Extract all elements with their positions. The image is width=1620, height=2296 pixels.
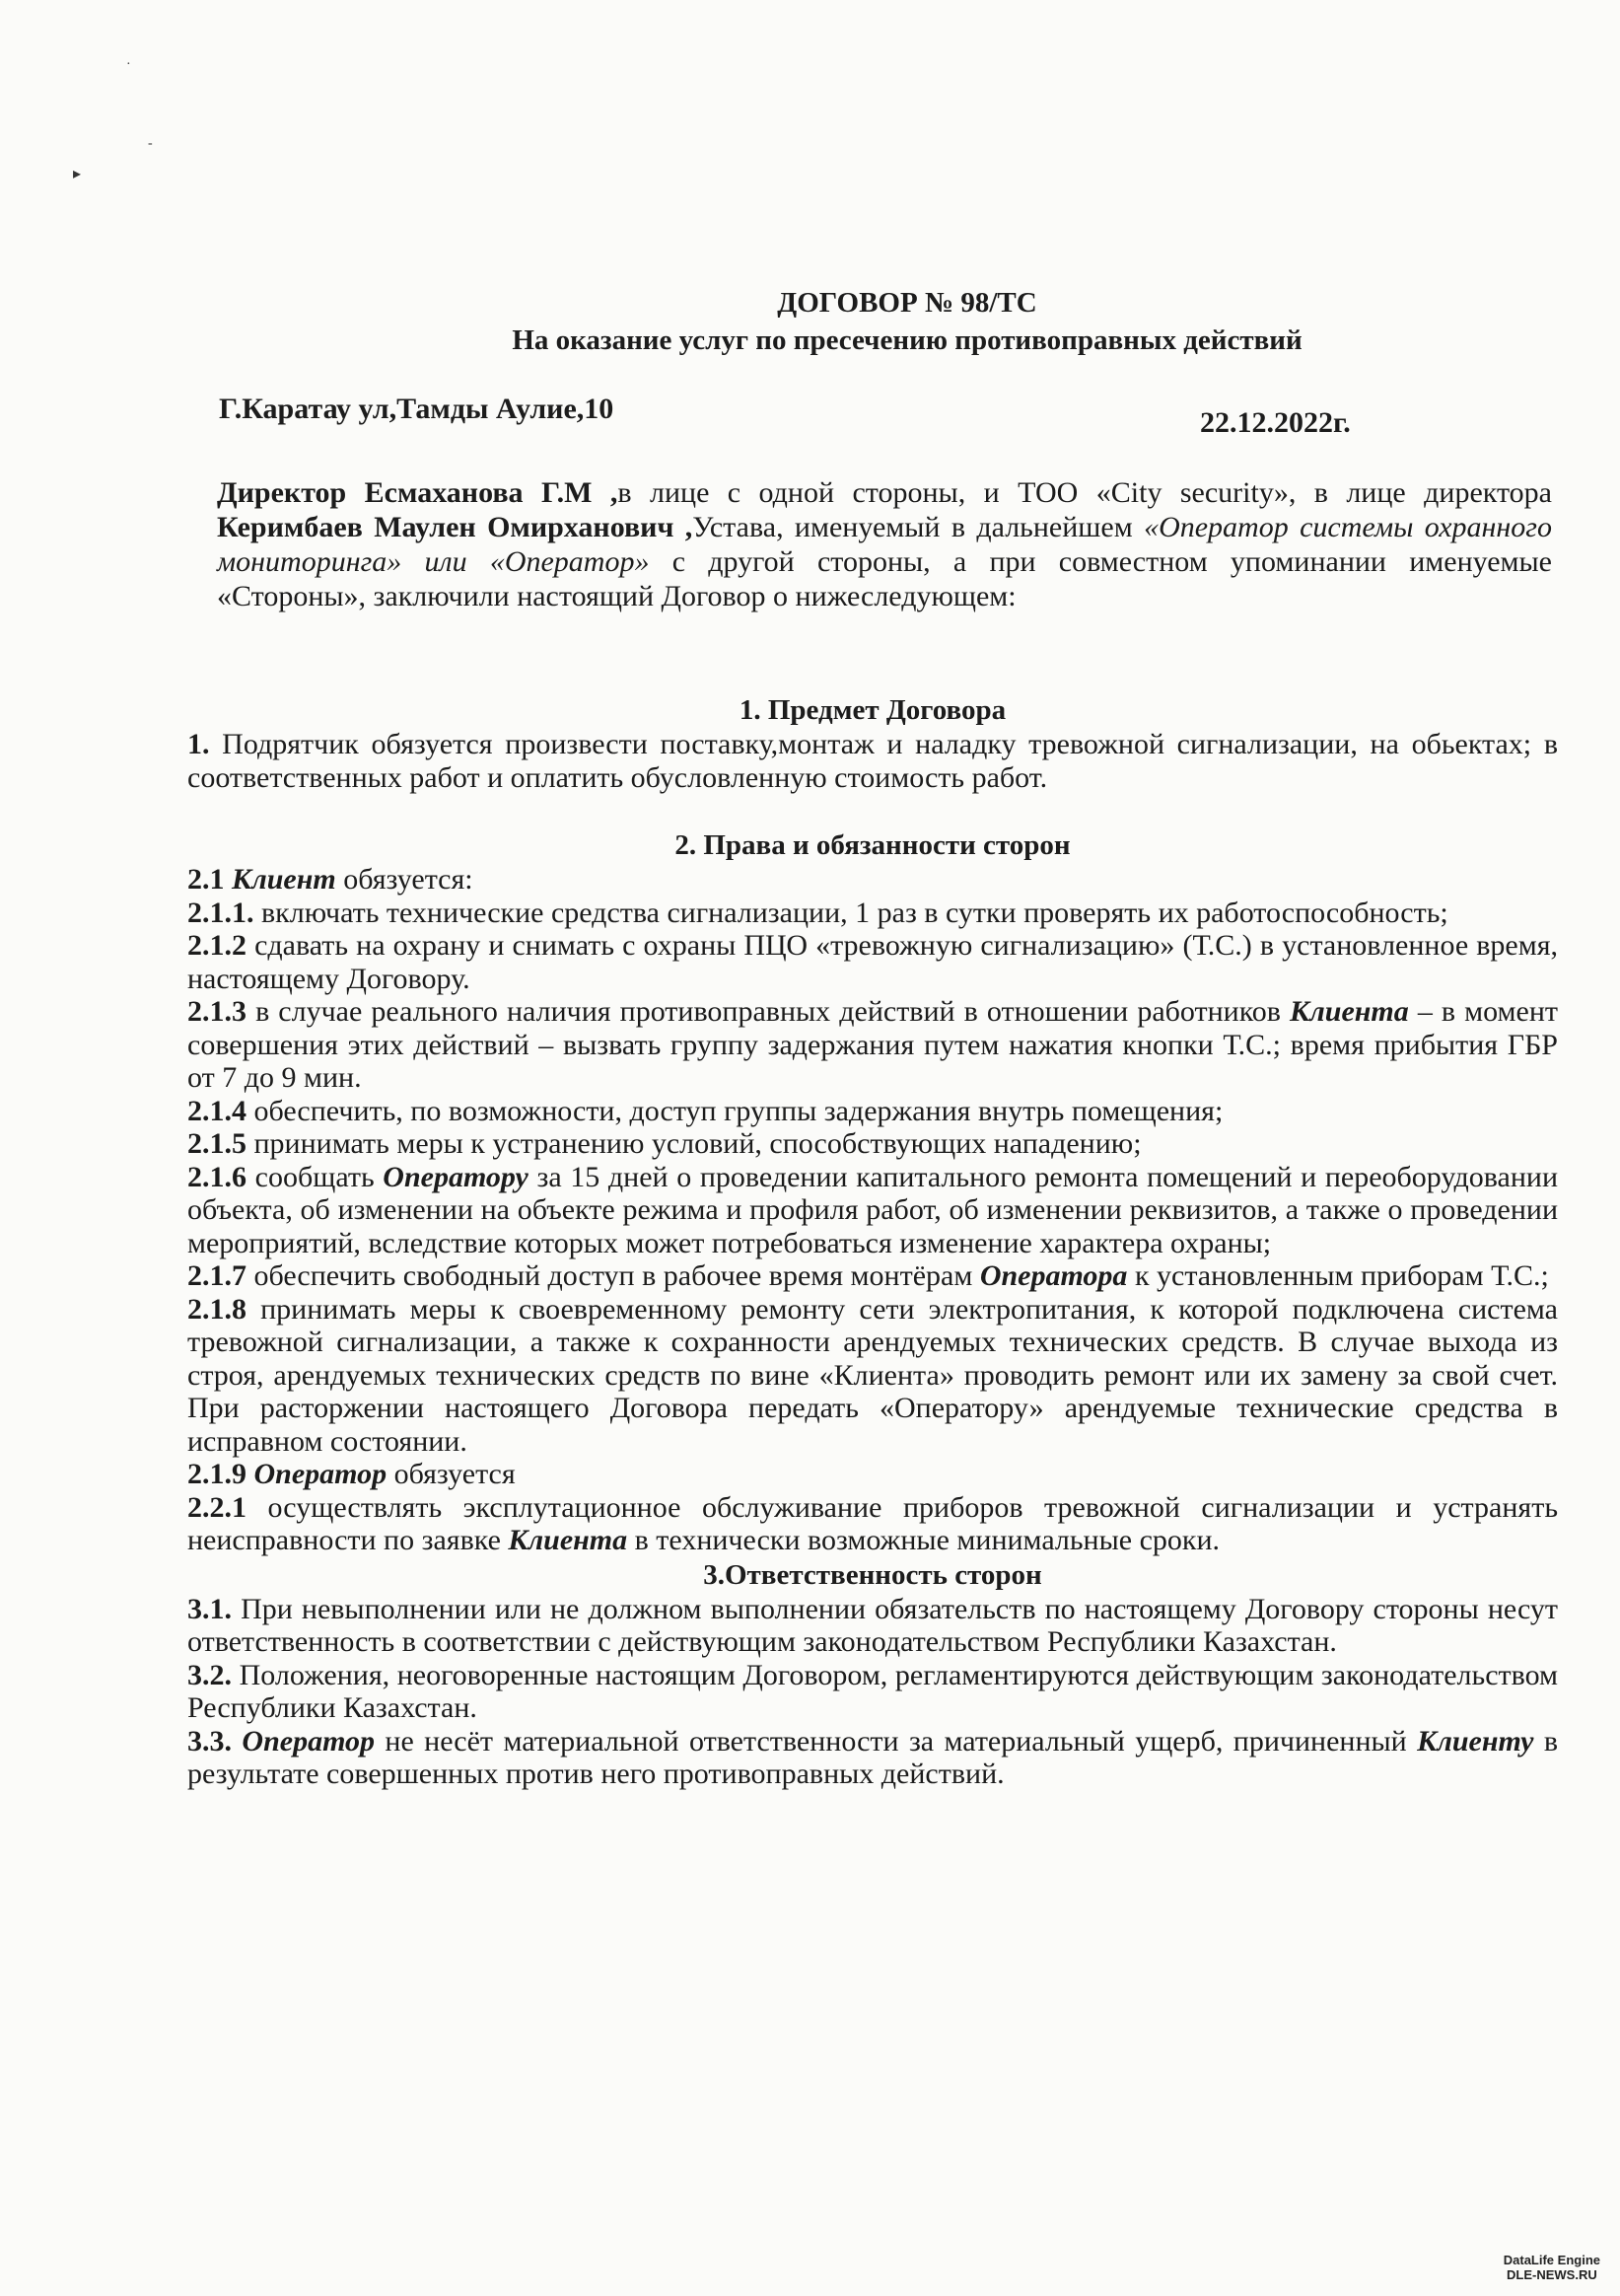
clause-number: 2.2.1 [187,1490,247,1524]
term-operator: Оператор [253,1458,387,1490]
clause-number: 1. [187,728,210,760]
contract-place: Г.Каратау ул,Тамды Аулие,10 [219,393,614,425]
clause-number: 3.3. [187,1724,232,1758]
doc-subtitle: На оказание услуг по пресечению противоправных действий [512,324,1303,356]
clause-1 [187,728,1558,794]
clause-2-1-3 [187,995,1558,1095]
director-name: Директор Есмаханова Г.М , [217,476,618,509]
scan-speck: · [126,57,131,72]
clause-number: 2.1.5 [187,1127,247,1160]
clause-2-1-4 [187,1095,1558,1128]
clause-2-1-9 [187,1458,1558,1491]
section-2-title: 2. Права и обязанности сторон [674,829,1071,861]
scan-speck: - [148,136,153,151]
clause-number: 2.1.1. [187,896,254,929]
term-operator: Оператору [383,1160,528,1193]
clause-2-1-7 [187,1259,1558,1293]
clause-text: Подрятчик обязуется произвести поставку,монтаж и наладку тревожной сигнализации, на обьектах; в соответственных работ и оплатить обусловленную стоимость работ. [187,728,1558,794]
preamble-text: Устава, именуемый в дальнейшем [692,511,1145,543]
clause-number: 3.2. [187,1658,232,1691]
clause-2-1-6 [187,1161,1558,1260]
contract-document [187,284,1558,1791]
preamble-text: с другой стороны, а при совместном упоминании именуемые «Стороны», заключили настоящий Договор о нижеследующем: [217,545,1552,612]
clause-number: 2.1.4 [187,1094,247,1127]
clause-text: в технически возможные минимальные сроки. [627,1524,1221,1556]
clause-text: обязуется [387,1458,516,1490]
section-3-title: 3.Ответственность сторон [703,1558,1042,1591]
place-date-row [187,393,1558,450]
term-client: Клиента [1290,995,1409,1028]
clause-2-2-1 [187,1491,1558,1557]
clause-text: обеспечить свободный доступ в рабочее время монтёрам [247,1259,980,1292]
contract-date: 22.12.2022г. [1200,406,1351,439]
preamble [187,475,1558,613]
clause-3-3 [187,1725,1558,1791]
clause-3-2 [187,1659,1558,1725]
section-1-title: 1. Предмет Договора [739,694,1007,726]
clause-3-1 [187,1593,1558,1659]
term-client: Клиент [232,863,336,896]
clause-2-1-8 [187,1293,1558,1459]
watermark-line: DLE-NEWS.RU [1507,2267,1597,2282]
clause-text: При невыполнении или не должном выполнении обязательств по настоящему Договору стороны несут ответственность в соответствии с действующим законодательством Республики Казахстан. [187,1592,1558,1658]
clause-text: – в момент совершения этих действий – вызвать группу задержания путем нажатия кнопки Т.С.; время прибытия ГБР от 7 до 9 мин. [187,995,1559,1094]
operator-definition: «Оператор системы охранного мониторинга» или «Оператор» [217,511,1552,578]
clause-text: принимать меры к своевременному ремонту сети электропитания, к которой подключена система тревожной сигнализации, а также к сохранности арендуемых технических средств. В случае выхода из строя, арендуемых технических средств по вине «Клиента» проводить ремонт или их замену за свой счет. При расторжении настоящего Договора передать «Оператору» арендуемые технические средства в исправном состоянии. [187,1292,1558,1458]
clause-text: обеспечить, по возможности, доступ группы задержания внутрь помещения; [247,1094,1224,1127]
clause-text: сдавать на охрану и снимать с охраны ПЦО «тревожную сигнализацию» (Т.С.) в установленное время, настоящему Договору. [187,929,1558,995]
clause-text: принимать меры к устранению условий, способствующих нападению; [247,1127,1142,1160]
doc-title: ДОГОВОР № 98/ТС [777,287,1037,319]
clause-text: Положения, неоговоренные настоящим Договором, регламентируются действующим законодательством Республики Казахстан. [187,1658,1558,1724]
clause-2-1-5 [187,1127,1558,1161]
clause-text: осуществлять эксплутационное обслуживание приборов тревожной сигнализации и устранять неисправности по заявке [187,1490,1558,1556]
clause-2-1 [187,863,1558,897]
term-client: Клиента [508,1524,628,1556]
clause-text: к установленным приборам Т.С.; [1127,1259,1549,1292]
clause-number: 3.1. [187,1592,232,1625]
clause-number: 2.1.9 [187,1458,247,1490]
clause-text: включать технические средства сигнализации, 1 раз в сутки проверять их работоспособность; [253,896,1448,929]
clause-number: 2.1.2 [187,929,247,962]
clause-number: 2.1.6 [187,1160,247,1193]
term-client: Клиенту [1417,1724,1534,1758]
clause-2-1-2 [187,929,1558,995]
clause-number: 2.1.7 [187,1259,247,1292]
contractor-director-name: Керимбаев Маулен Омирханович , [217,511,693,543]
term-operator: Оператора [979,1259,1128,1292]
clause-number: 2.1 [187,863,225,896]
clause-text: в результате совершенных против него противоправных действий. [187,1724,1559,1790]
clause-text: в случае реального наличия противоправных действий в отношении работников [247,995,1291,1028]
clause-text: обязуется: [335,863,473,896]
clause-text: за 15 дней о проведении капитального ремонта помещений и переоборудовании объекта, об изменении на объекте режима и профиля работ, об изменении реквизитов, а также о проведении мероприятий, вследствие которых может потребоваться изменение характера охраны; [187,1160,1558,1259]
clause-number: 2.1.3 [187,995,247,1028]
clause-number: 2.1.8 [187,1292,247,1326]
watermark-line: DataLife Engine [1503,2253,1600,2267]
clause-text: сообщать [247,1160,384,1193]
title-block [222,284,1592,359]
scan-speck: ▸ [73,166,82,182]
clause-2-1-1 [187,897,1558,930]
term-operator: Оператор [242,1724,376,1758]
site-watermark [1504,2253,1600,2282]
clause-text: не несёт материальной ответственности за материальный ущерб, причиненный [375,1724,1418,1758]
preamble-text: в лице с одной стороны, и ТОО «City security», в лице директора [617,476,1552,509]
